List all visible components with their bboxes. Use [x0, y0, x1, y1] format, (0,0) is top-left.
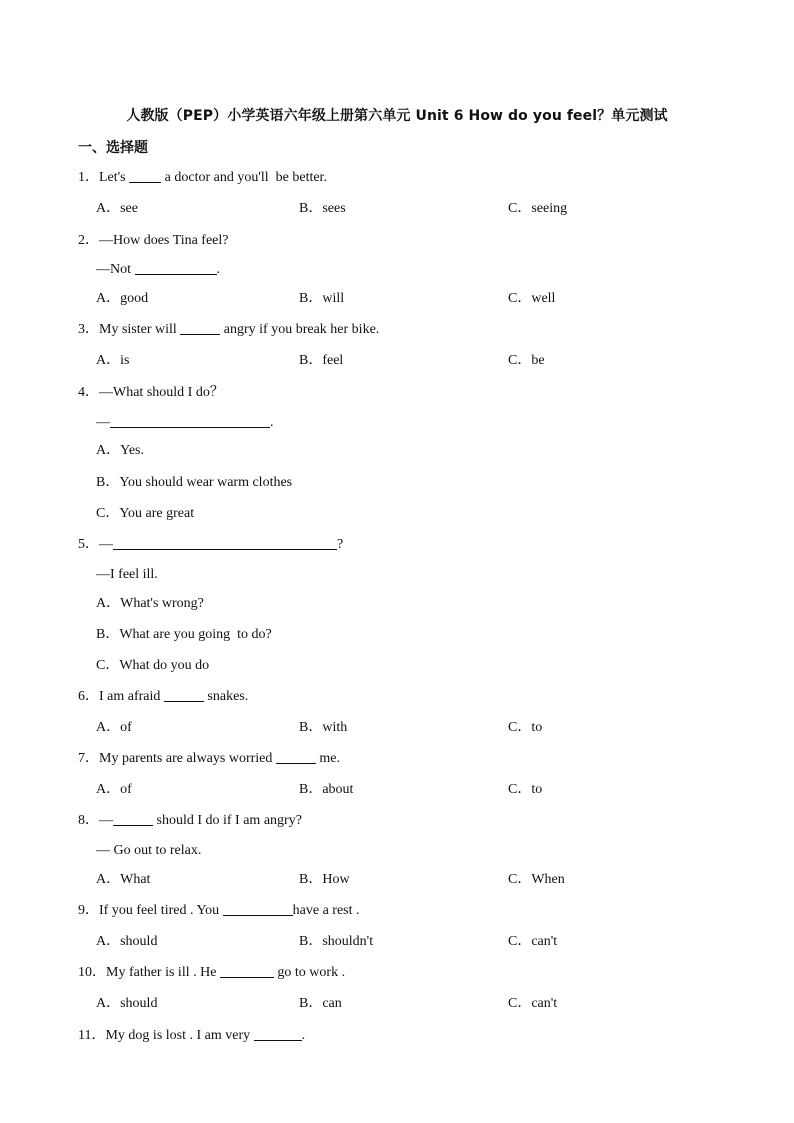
question-3-stem: 3．My sister will angry if you break her bike. [78, 322, 380, 337]
answer-blank[interactable] [135, 260, 217, 275]
question-1-option-a[interactable]: A．see [96, 201, 138, 216]
question-8-option-a[interactable]: A．What [96, 872, 151, 887]
question-10-stem: 10．My father is ill . He go to work . [78, 965, 346, 980]
question-7-option-a[interactable]: A．of [96, 782, 132, 797]
question-6-stem: 6．I am afraid snakes. [78, 689, 249, 704]
question-5-option-b[interactable]: B．What are you going to do? [96, 627, 272, 642]
question-3-option-b[interactable]: B．feel [299, 353, 344, 368]
question-11-stem: 11．My dog is lost . I am very . [78, 1028, 306, 1043]
question-8-stem: 8．— should I do if I am angry? [78, 813, 302, 828]
answer-blank[interactable] [113, 535, 337, 550]
question-4-response: — . [96, 415, 274, 430]
question-6-option-b[interactable]: B．with [299, 720, 348, 735]
question-8-option-b[interactable]: B．How [299, 872, 350, 887]
question-9-option-a[interactable]: A．should [96, 934, 158, 949]
question-5-option-c[interactable]: C．What do you do [96, 658, 210, 673]
question-1-option-b[interactable]: B．sees [299, 201, 346, 216]
question-10-option-b[interactable]: B．can [299, 996, 342, 1011]
question-9-option-c[interactable]: C．can't [508, 934, 558, 949]
answer-blank[interactable] [129, 168, 161, 183]
answer-blank[interactable] [254, 1026, 302, 1041]
question-9-stem: 9．If you feel tired . You have a rest . [78, 903, 360, 918]
question-4-stem: 4．—What should I do？ [78, 385, 224, 400]
question-2-response: —Not . [96, 262, 220, 277]
answer-blank[interactable] [220, 963, 274, 978]
answer-blank[interactable] [276, 749, 316, 764]
answer-blank[interactable] [164, 687, 204, 702]
question-8-option-c[interactable]: C．When [508, 872, 565, 887]
question-4-option-b[interactable]: B．You should wear warm clothes [96, 475, 293, 490]
question-5-stem: 5．— ? [78, 537, 344, 552]
question-5-option-a[interactable]: A．What's wrong? [96, 596, 204, 611]
question-7-option-c[interactable]: C．to [508, 782, 543, 797]
question-8-response: — Go out to relax. [96, 843, 202, 858]
question-10-option-a[interactable]: A．should [96, 996, 158, 1011]
section-heading: 一、选择题 [78, 140, 148, 156]
question-3-option-a[interactable]: A．is [96, 353, 130, 368]
question-6-option-c[interactable]: C．to [508, 720, 543, 735]
question-1-option-c[interactable]: C．seeing [508, 201, 568, 216]
question-1-stem: 1．Let's a doctor and you'll be better. [78, 170, 327, 185]
question-2-option-b[interactable]: B．will [299, 291, 345, 306]
answer-blank[interactable] [110, 413, 270, 428]
question-7-option-b[interactable]: B．about [299, 782, 354, 797]
question-6-option-a[interactable]: A．of [96, 720, 132, 735]
answer-blank[interactable] [180, 320, 220, 335]
question-2-option-c[interactable]: C．well [508, 291, 556, 306]
question-9-option-b[interactable]: B．shouldn't [299, 934, 374, 949]
question-2-stem: 2．—How does Tina feel? [78, 233, 229, 248]
question-3-option-c[interactable]: C．be [508, 353, 545, 368]
answer-blank[interactable] [223, 901, 293, 916]
question-2-option-a[interactable]: A．good [96, 291, 149, 306]
answer-blank[interactable] [113, 811, 153, 826]
page-title: 人教版（PEP）小学英语六年级上册第六单元 Unit 6 How do you feel？单元测试 [126, 108, 668, 124]
question-4-option-c[interactable]: C．You are great [96, 506, 195, 521]
question-4-option-a[interactable]: A．Yes. [96, 443, 144, 458]
question-10-option-c[interactable]: C．can't [508, 996, 558, 1011]
question-5-response: —I feel ill. [96, 567, 158, 582]
question-7-stem: 7．My parents are always worried me. [78, 751, 340, 766]
